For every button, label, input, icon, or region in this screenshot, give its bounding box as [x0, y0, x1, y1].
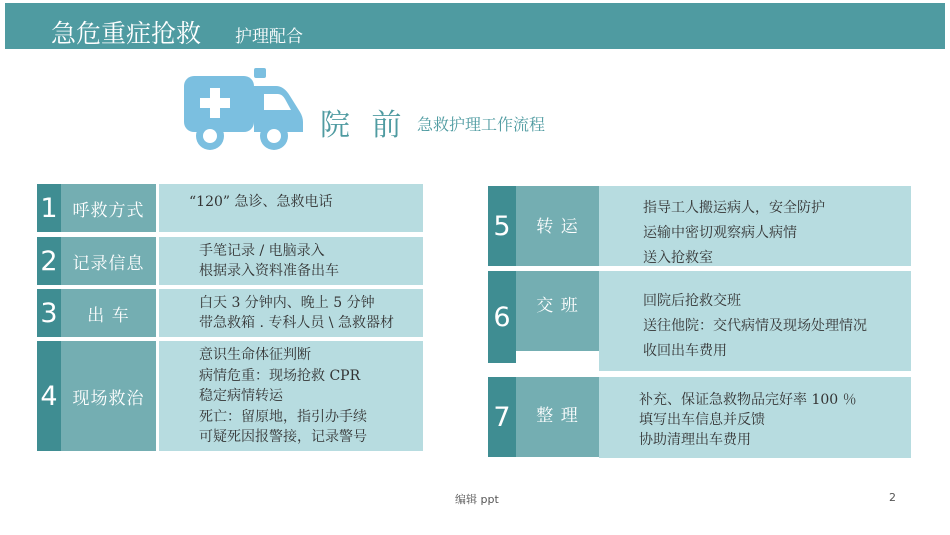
- step-number: 2: [37, 237, 61, 285]
- step-number: 6: [488, 271, 516, 363]
- desc-line: 意识生命体征判断: [199, 347, 311, 363]
- desc-line: 补充、保证急救物品完好率 100 ％: [639, 392, 857, 408]
- desc-line: 收回出车费用: [643, 343, 727, 359]
- desc-line: “120” 急诊、急救电话: [189, 194, 333, 210]
- step-description: [159, 184, 423, 232]
- desc-line: 送入抢救室: [643, 250, 713, 266]
- step-label: 现场救治: [61, 341, 156, 451]
- desc-line: 可疑死因报警接，记录警号: [199, 429, 367, 445]
- phase-title: 院 前: [320, 108, 408, 143]
- step-label: 整 理: [516, 377, 599, 457]
- step-label: 交 班: [516, 271, 599, 351]
- desc-line: 带急救箱 . 专科人员 \ 急救器材: [199, 315, 394, 331]
- step-number: 7: [488, 377, 516, 457]
- step-number: 4: [37, 341, 61, 451]
- step-number: 3: [37, 289, 61, 337]
- step-label: 转 运: [516, 186, 599, 266]
- desc-line: 指导工人搬运病人，安全防护: [643, 200, 825, 216]
- desc-line: 送往他院：交代病情及现场处理情况: [643, 318, 867, 334]
- step-description: [159, 341, 423, 451]
- step-number: 1: [37, 184, 61, 232]
- desc-line: 填写出车信息并反馈: [639, 412, 765, 428]
- footer-text: 编辑 ppt: [455, 493, 499, 506]
- desc-line: 回院后抢救交班: [643, 293, 741, 309]
- step-description: [599, 377, 911, 458]
- page-subtitle: 护理配合: [235, 27, 303, 47]
- step-label: 呼救方式: [61, 184, 156, 232]
- step-description: [159, 289, 423, 337]
- desc-line: 病情危重：现场抢救 CPR: [199, 367, 361, 384]
- header-bar: [5, 3, 945, 49]
- ambulance-icon: [180, 62, 305, 154]
- desc-line: 手笔记录 / 电脑录入: [199, 243, 325, 259]
- desc-line: 白天 3 分钟内、晚上 5 分钟: [199, 295, 375, 311]
- step-label: 出 车: [61, 289, 156, 337]
- page-title: 急危重症抢救: [51, 19, 202, 48]
- step-label: 记录信息: [61, 237, 156, 285]
- step-description: [599, 186, 911, 266]
- desc-line: 稳定病情转运: [199, 388, 283, 404]
- phase-subtitle: 急救护理工作流程: [417, 115, 546, 134]
- page-number: 2: [889, 491, 896, 504]
- step-description: [599, 271, 911, 371]
- desc-line: 根据录入资料准备出车: [199, 263, 339, 279]
- step-description: [159, 237, 423, 285]
- desc-line: 死亡：留原地，指引办手续: [199, 408, 367, 425]
- desc-line: 运输中密切观察病人病情: [643, 225, 797, 241]
- desc-line: 协助清理出车费用: [639, 432, 751, 448]
- step-number: 5: [488, 186, 516, 266]
